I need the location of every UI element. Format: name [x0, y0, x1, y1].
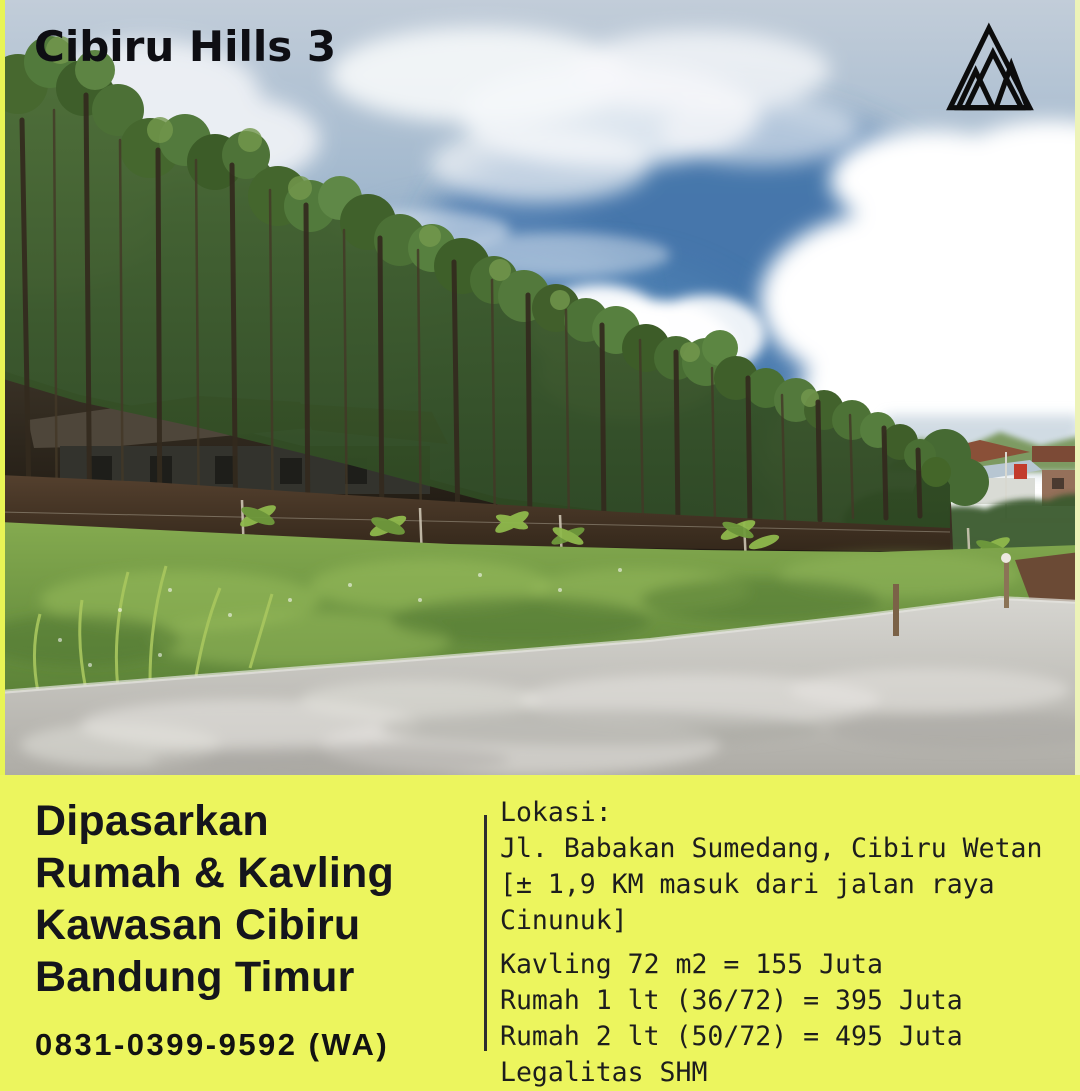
fence-post: [1004, 560, 1009, 608]
price-line: Rumah 1 lt (36/72) = 395 Juta: [500, 985, 963, 1016]
headline-line: Kawasan Cibiru: [35, 901, 361, 949]
left-frame-strip: [0, 0, 5, 775]
phone-number: 0831-0399-9592 (WA): [35, 1027, 390, 1062]
info-panel: [0, 775, 1080, 1088]
location-line: Cinunuk]: [500, 905, 628, 936]
price-line: Rumah 2 lt (50/72) = 495 Juta: [500, 1021, 963, 1052]
location-line: [± 1,9 KM masuk dari jalan raya: [500, 869, 995, 900]
legal-line: Legalitas SHM: [500, 1057, 708, 1088]
fence-post: [893, 584, 899, 636]
headline-line: Dipasarkan: [35, 797, 269, 845]
headline: [35, 795, 394, 1003]
price-line: Kavling 72 m2 = 155 Juta: [500, 949, 883, 980]
location-block: [500, 795, 1042, 939]
right-frame-strip: [1075, 0, 1080, 775]
pricing-block: [500, 947, 1042, 1091]
project-title: Cibiru Hills 3: [34, 22, 337, 71]
headline-line: Rumah & Kavling: [35, 849, 394, 897]
headline-line: Bandung Timur: [35, 953, 355, 1001]
location-line: Jl. Babakan Sumedang, Cibiru Wetan: [500, 833, 1043, 864]
mountains-icon: [942, 22, 1048, 116]
vertical-divider: [484, 815, 487, 1051]
details-column: [500, 795, 1042, 1091]
location-label: Lokasi:: [500, 797, 612, 828]
